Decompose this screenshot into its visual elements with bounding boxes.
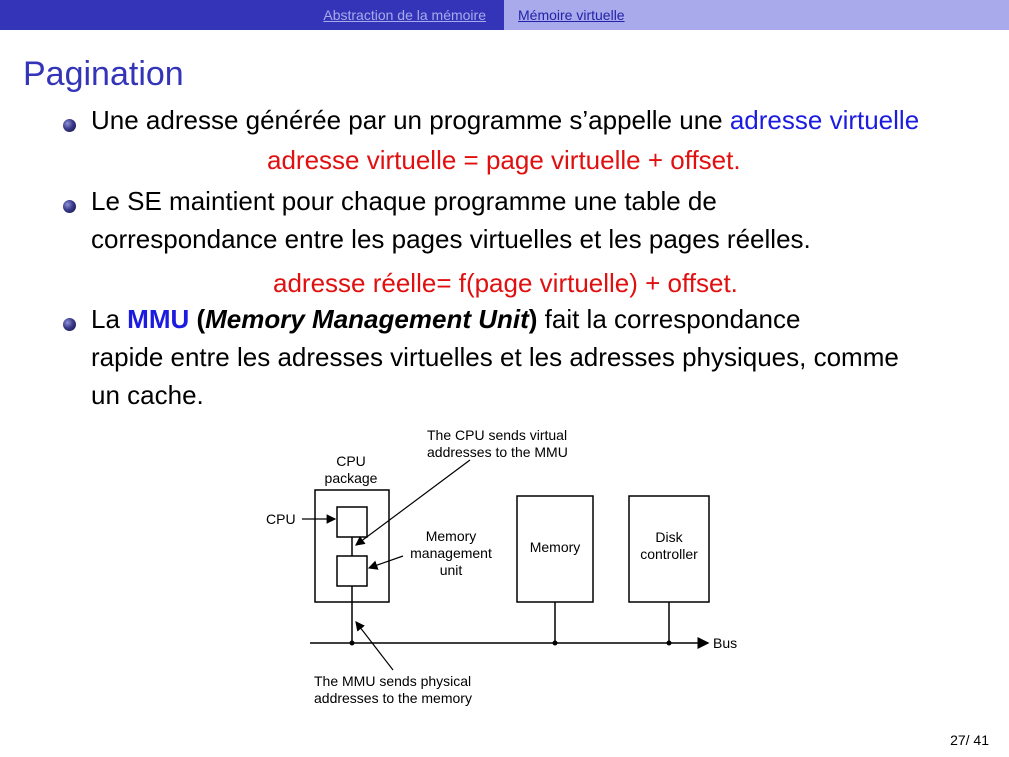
formula-real-address: adresse réelle= f(page virtuelle) + offset. — [273, 268, 738, 298]
disk-label-1: Disk — [655, 529, 683, 545]
bullet-1-highlight: adresse virtuelle — [729, 105, 920, 135]
mmu-label-1: Memory — [425, 528, 477, 544]
bullet-item-3 — [91, 300, 981, 414]
mmu-sends-label-1: The MMU sends physical — [314, 673, 472, 689]
nav-section-right — [504, 0, 1009, 30]
bullet-2-line-1: Le SE maintient pour chaque programme une table de — [91, 186, 717, 216]
bullet-3-line-2: rapide entre les adresses virtuelles et les adresses physiques, comme — [91, 342, 899, 372]
disk-label-2: controller — [640, 546, 698, 562]
mmu-expansion: Memory Management Unit — [205, 304, 529, 334]
bullet-1-text: Une adresse générée par un programme s’appelle une — [91, 105, 730, 135]
bus-junction — [553, 641, 558, 646]
bullet-icon — [63, 318, 76, 331]
paren-open: ( — [189, 304, 206, 334]
mmu-acronym: MMU — [127, 304, 190, 334]
cpu-sends-label-1: The CPU sends virtual — [427, 427, 568, 443]
bullet-icon — [63, 200, 76, 213]
page-number: 27/ 41 — [950, 732, 989, 748]
cpu-package-label-1: CPU — [336, 453, 366, 469]
frame-title: Pagination — [23, 55, 184, 93]
bus-label: Bus — [713, 635, 738, 651]
navigation-bar — [0, 0, 1009, 30]
nav-section-left — [0, 0, 504, 30]
mmu-sends-label-2: addresses to the memory — [314, 690, 472, 706]
mmu-box — [337, 556, 367, 586]
mmu-sends-arrow — [356, 622, 393, 670]
bullet-3-prefix: La — [91, 304, 128, 334]
memory-label: Memory — [529, 539, 581, 555]
cpu-box — [337, 507, 367, 537]
bullet-icon — [63, 119, 76, 132]
bus-junction — [350, 641, 355, 646]
nav-link-abstraction[interactable]: Abstraction de la mémoire — [323, 7, 486, 23]
mmu-diagram — [258, 420, 748, 715]
cpu-package-label-2: package — [324, 470, 378, 486]
mmu-label-2: management — [410, 545, 492, 561]
nav-link-memoire-virtuelle[interactable]: Mémoire virtuelle — [518, 7, 625, 23]
bullet-3-rest: fait la correspondance — [537, 304, 801, 334]
bullet-3-line-3: un cache. — [91, 380, 204, 410]
bus-junction — [667, 641, 672, 646]
bullet-2-line-2: correspondance entre les pages virtuelles et les pages réelles. — [91, 224, 811, 254]
cpu-sends-label-2: addresses to the MMU — [427, 444, 568, 460]
bullet-item-2 — [91, 182, 981, 258]
cpu-label: CPU — [266, 511, 296, 527]
bullet-item-1 — [91, 101, 981, 139]
paren-close: ) — [528, 304, 538, 334]
formula-virtual-address: adresse virtuelle = page virtuelle + offset. — [267, 145, 741, 175]
mmu-pointer-arrow — [369, 556, 403, 568]
mmu-label-3: unit — [439, 562, 463, 578]
bullet-3-line-1 — [91, 300, 981, 338]
